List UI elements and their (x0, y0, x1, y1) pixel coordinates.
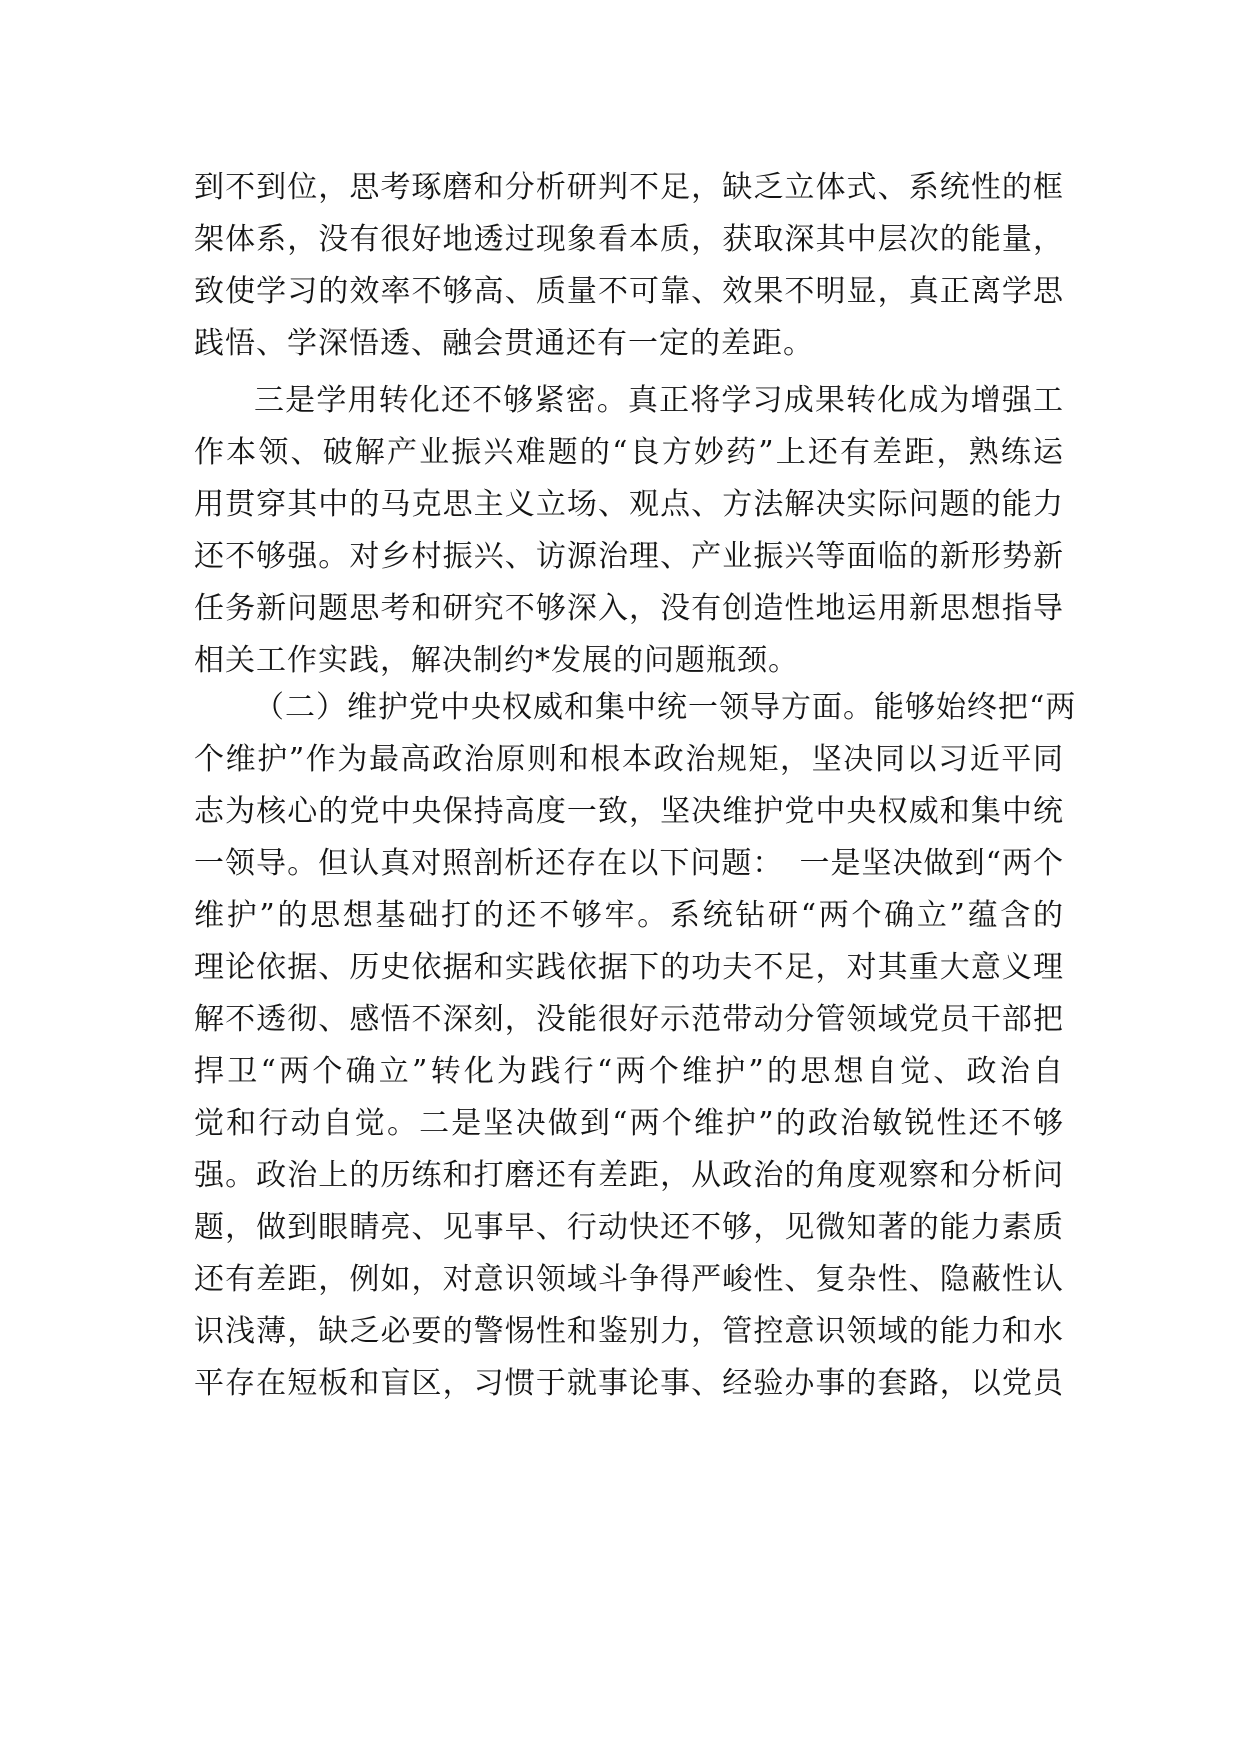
text-line: 解不透彻、感悟不深刻，没能很好示范带动分管领域党员干部把 (194, 1002, 1064, 1037)
text-line: 理论依据、历史依据和实践依据下的功夫不足，对其重大意义理 (194, 950, 1064, 985)
text-line: 致使学习的效率不够高、质量不可靠、效果不明显，真正离学思 (194, 274, 1064, 309)
text-line: 觉和行动自觉。二是坚决做到“两个维护”的政治敏锐性还不够 (194, 1106, 1064, 1141)
text-line: 作本领、破解产业振兴难题的“良方妙药”上还有差距，熟练运 (194, 435, 1064, 470)
text-line: 践悟、学深悟透、融会贯通还有一定的差距。 (194, 326, 814, 361)
text-line: 题，做到眼睛亮、见事早、行动快还不够，见微知著的能力素质 (194, 1210, 1064, 1245)
text-line: 一领导。但认真对照剖析还存在以下问题： 一是坚决做到“两个 (194, 846, 1064, 881)
text-line: 捍卫“两个确立”转化为践行“两个维护”的思想自觉、政治自 (194, 1054, 1064, 1089)
text-line: 还不够强。对乡村振兴、访源治理、产业振兴等面临的新形势新 (194, 539, 1064, 574)
text-line: 维护”的思想基础打的还不够牢。系统钻研“两个确立”蕴含的 (194, 898, 1064, 933)
text-line: 还有差距，例如，对意识领域斗争得严峻性、复杂性、隐蔽性认 (194, 1262, 1064, 1297)
text-line: 任务新问题思考和研究不够深入，没有创造性地运用新思想指导 (194, 591, 1064, 626)
text-line: 用贯穿其中的马克思主义立场、观点、方法解决实际问题的能力 (194, 487, 1064, 522)
text-line: 到不到位，思考琢磨和分析研判不足，缺乏立体式、系统性的框 (194, 170, 1064, 205)
text-line: 强。政治上的历练和打磨还有差距，从政治的角度观察和分析问 (194, 1158, 1064, 1193)
paragraph-continuation (194, 162, 1064, 370)
paragraph-section-two (194, 682, 1077, 1410)
text-line: 个维护”作为最高政治原则和根本政治规矩，坚决同以习近平同 (194, 742, 1064, 777)
text-line: （二）维护党中央权威和集中统一领导方面。能够始终把“两 (254, 690, 1077, 725)
text-line: 平存在短板和盲区，习惯于就事论事、经验办事的套路，以党员 (194, 1366, 1064, 1401)
paragraph-item-three (194, 375, 1064, 687)
text-line: 架体系，没有很好地透过现象看本质，获取深其中层次的能量， (194, 222, 1064, 257)
text-line: 三是学用转化还不够紧密。真正将学习成果转化成为增强工 (254, 383, 1064, 418)
text-line: 志为核心的党中央保持高度一致，坚决维护党中央权威和集中统 (194, 794, 1064, 829)
text-line: 识浅薄，缺乏必要的警惕性和鉴别力，管控意识领域的能力和水 (194, 1314, 1064, 1349)
text-line: 相关工作实践，解决制约*发展的问题瓶颈。 (194, 643, 799, 678)
